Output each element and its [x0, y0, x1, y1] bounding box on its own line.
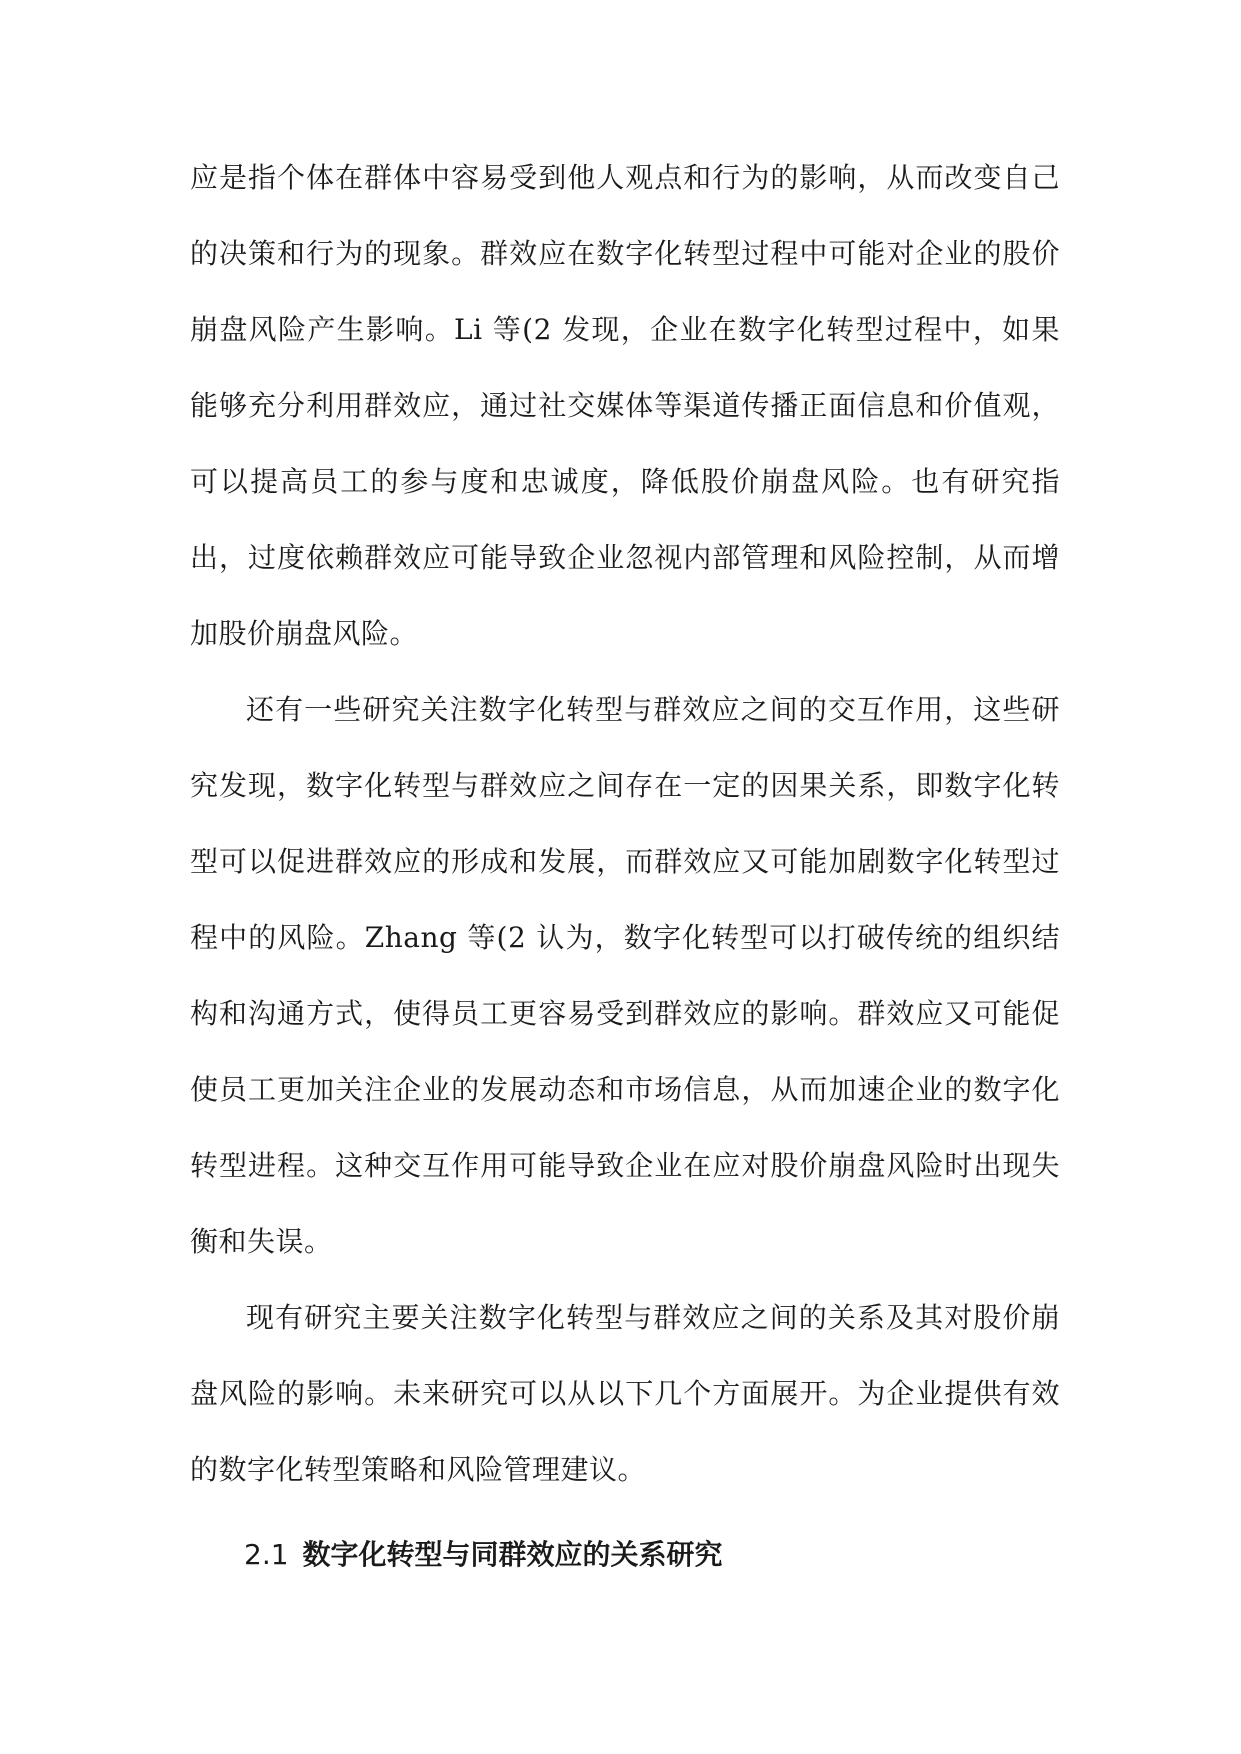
paragraph-2: 还有一些研究关注数字化转型与群效应之间的交互作用，这些研究发现，数字化转型与群效应之间存在一定的因果关系，即数字化转型可以促进群效应的形成和发展，而群效应又可能加剧数字化转型过程中的风险。Zhang 等(2 认为，数字化转型可以打破传统的组织结构和沟通方式，使得员工更容易受到群效应的影响。群效应又可能促使员工更加关注企业的发展动态和市场信息，从而加速企业的数字化转型进程。这种交互作用可能导致企业在应对股价崩盘风险时出现失衡和失误。	[190, 693, 1060, 1258]
body-text	[190, 140, 1060, 1508]
paragraph-3: 现有研究主要关注数字化转型与群效应之间的关系及其对股价崩盘风险的影响。未来研究可以从以下几个方面展开。为企业提供有效的数字化转型策略和风险管理建议。	[190, 1301, 1060, 1486]
section-heading	[244, 1535, 723, 1575]
section-number: 2.1	[244, 1538, 289, 1571]
paragraph-1: 应是指个体在群体中容易受到他人观点和行为的影响，从而改变自己的决策和行为的现象。群效应在数字化转型过程中可能对企业的股价崩盘风险产生影响。Li 等(2 发现，企业在数字化转型过程中，如果能够充分利用群效应，通过社交媒体等渠道传播正面信息和价值观，可以提高员工的参与度和忠诚度，降低股价崩盘风险。也有研究指出，过度依赖群效应可能导致企业忽视内部管理和风险控制，从而增加股价崩盘风险。	[190, 161, 1060, 650]
section-title: 数字化转型与同群效应的关系研究	[302, 1538, 723, 1571]
